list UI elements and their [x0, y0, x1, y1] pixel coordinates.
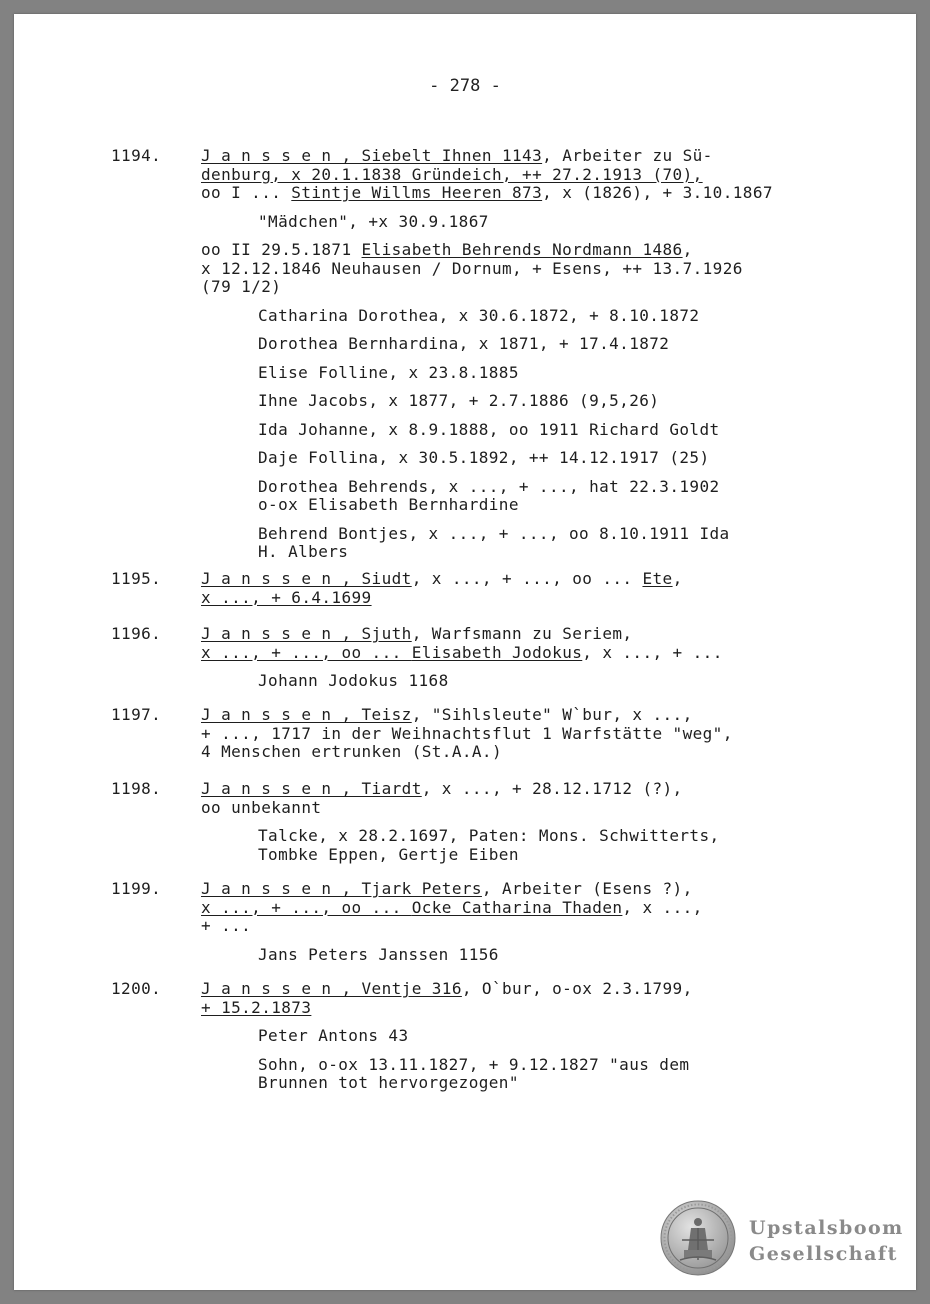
entry-name: J a n s s e n , Tjark Peters	[201, 879, 482, 898]
entry-number: 1198.	[111, 779, 162, 798]
child-item: Ida Johanne, x 8.9.1888, oo 1911 Richard Goldt	[258, 419, 720, 439]
entry-name: J a n s s e n , Sjuth	[201, 624, 412, 643]
watermark-line1: Upstalsboom	[749, 1217, 904, 1239]
entry-number: 1195.	[111, 569, 162, 588]
entry-name: J a n s s e n , Siebelt Ihnen 1143	[201, 146, 543, 165]
child-item: Daje Follina, x 30.5.1892, ++ 14.12.1917 (25)	[258, 448, 710, 467]
entry-number: 1200.	[111, 979, 162, 998]
child-item: Elise Folline, x 23.8.1885	[258, 362, 519, 382]
spouse-name: Ocke Catharina Thaden	[411, 897, 623, 917]
entry-name: J a n s s e n , Tiardt	[201, 779, 422, 798]
watermark-line2: Gesellschaft	[749, 1243, 898, 1265]
entry-number: 1199.	[111, 879, 162, 898]
entry-name: J a n s s e n , Siudt	[201, 569, 412, 588]
child-item: Ihne Jacobs, x 1877, + 2.7.1886 (9,5,26)	[258, 391, 660, 410]
seal-icon	[660, 1200, 736, 1276]
child-item: "Mädchen", +x 30.9.1867	[258, 211, 489, 231]
entry-name: J a n s s e n , Teisz	[201, 705, 412, 724]
child-item: Dorothea Bernhardina, x 1871, + 17.4.1872	[258, 334, 670, 353]
child-item: Catharina Dorothea, x 30.6.1872, + 8.10.1872	[258, 305, 700, 325]
entry-name: J a n s s e n , Ventje 316	[201, 979, 462, 998]
spouse-name: Ete	[642, 569, 673, 588]
page-number: - 278 -	[429, 76, 501, 96]
child-item: Peter Antons 43	[258, 1026, 409, 1045]
child-item: Talcke, x 28.2.1697, Paten: Mons. Schwitterts,	[258, 826, 720, 845]
child-item: Dorothea Behrends, x ..., + ..., hat 22.3.1902	[258, 476, 720, 496]
entry-number: 1197.	[111, 705, 162, 724]
child-item: Johann Jodokus 1168	[258, 671, 449, 690]
entry-number: 1194.	[111, 146, 162, 165]
spouse-name: Elisabeth Behrends Nordmann 1486	[361, 240, 683, 259]
document-page: - 278 - 1194. J a n s s e n , Siebelt Ihnen 1143, Arbeiter zu Sü- denburg, x 20.1.1838 Gründeich, ++ 27.2.1913 (70), oo I ... Stintje Willms Heeren 873, x (1826), + 3.10.1867 "Mädchen", +x 30.9.1867 oo II 29.5.1871 Elisabeth Behrends Nordmann 1486, x 12.12.1846 Neuhausen / Dornum, + Esens, ++ 13.7.1926 (79 1/2) Catharina Dorothea, x 30.6.1872, + 8.10.1872 Dorothea Bernhardina, x 1871, + 17.4.1872 Elise Folline, x 23.8.1885 Ihne Jacobs, x 1877, + 2.7.1886 (9,5,26) Ida Johanne, x 8.9.1888, oo 1911 Richard Goldt Daje Follina, x 30.5.1892, ++ 14.12.1917 (25) Dorothea Behrends, x ..., + ..., hat 22.3.1902 o-ox Elisabeth Bernhardine Behrend Bontjes, x ..., + ..., oo 8.10.1911 Ida H. Albers 1195. J a n s s e n , Siudt, x ..., + ..., oo ... Ete, x ..., + 6.4.1699 1196. J a n s s e n , Sjuth, Warfsmann zu Seriem, x ..., + ..., oo ... Elisabeth Jodokus, x ..., + ... Johann Jodokus 1168 1197. J a n s s e n , Teisz, "Sihlsleute" W`bur, x ..., + ..., 1717 in der Weihnachtsflut 1 Warfstätte "weg", 4 Menschen ertrunken (St.A.A.) 1198. J a n s s e n , Tiardt, x ..., + 28.12.1712 (?), oo unbekannt Talcke, x 28.2.1697, Paten: Mons. Schwitterts, Tombke Eppen, Gertje Eiben 1199. J a n s s e n , Tjark Peters, Arbeiter (Esens ?), x ..., + ..., oo ... Ocke Catharina Thaden, x ..., + ... Jans Peters Janssen 1156 1200. J a n s s e n , Ventje 316, O`bur, o-ox 2.3.1799, + 15.2.1873 Peter Antons 43 Sohn, o-ox 13.11.1827, + 9.12.1827 "aus dem Brunnen tot hervorgezogen" Upstalsboom Gesellschaft	[14, 14, 916, 1290]
spouse-name: Elisabeth Jodokus	[411, 642, 583, 662]
spouse-name: Stintje Willms Heeren 873	[291, 183, 543, 202]
child-item: Jans Peters Janssen 1156	[258, 944, 499, 964]
child-item: Behrend Bontjes, x ..., + ..., oo 8.10.1911 Ida	[258, 523, 730, 543]
child-item: Sohn, o-ox 13.11.1827, + 9.12.1827 "aus dem	[258, 1054, 690, 1074]
entry-number: 1196.	[111, 624, 162, 643]
